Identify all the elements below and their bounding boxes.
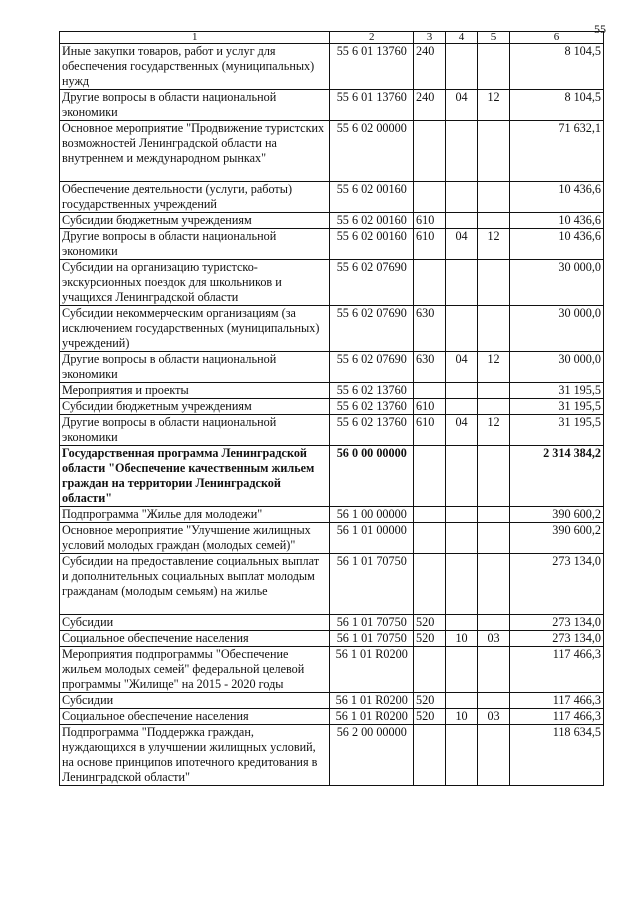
name-cell: Субсидии некоммерческим организациям (за исключением государственных (муниципальных) учреждений) (60, 306, 330, 352)
section-cell (446, 647, 478, 693)
expense-type-cell: 520 (414, 615, 446, 631)
name-cell: Субсидии на организацию туристско-экскурсионных поездок для школьников и учащихся Ленинградской области (60, 260, 330, 306)
table-row (60, 631, 604, 647)
amount-cell: 10 436,6 (510, 229, 604, 260)
amount-cell: 30 000,0 (510, 352, 604, 383)
expense-type-cell (414, 121, 446, 182)
page-number: 55 (594, 22, 606, 36)
section-cell (446, 182, 478, 213)
name-cell: Основное мероприятие "Улучшение жилищных условий молодых граждан (молодых семей)" (60, 523, 330, 554)
section-cell: 04 (446, 229, 478, 260)
header-cell: 3 (414, 32, 446, 44)
expense-type-cell (414, 507, 446, 523)
table-row (60, 44, 604, 90)
name-cell: Субсидии на предоставление социальных выплат и дополнительных социальных выплат молодым гражданам (молодым семьям) на жилье (60, 554, 330, 615)
subsection-cell (478, 725, 510, 786)
section-cell: 04 (446, 352, 478, 383)
subsection-cell (478, 306, 510, 352)
name-cell: Социальное обеспечение населения (60, 709, 330, 725)
amount-cell: 31 195,5 (510, 399, 604, 415)
subsection-cell: 12 (478, 415, 510, 446)
code-cell: 56 1 01 R0200 (330, 647, 414, 693)
table-row (60, 647, 604, 693)
table-row (60, 693, 604, 709)
section-cell (446, 554, 478, 615)
section-cell: 04 (446, 90, 478, 121)
amount-cell: 71 632,1 (510, 121, 604, 182)
amount-cell: 273 134,0 (510, 615, 604, 631)
table-row (60, 182, 604, 213)
expense-type-cell: 520 (414, 631, 446, 647)
subsection-cell (478, 693, 510, 709)
subsection-cell (478, 523, 510, 554)
expense-type-cell: 610 (414, 399, 446, 415)
header-cell: 5 (478, 32, 510, 44)
amount-cell: 117 466,3 (510, 709, 604, 725)
table-row (60, 709, 604, 725)
expense-type-cell (414, 383, 446, 399)
amount-cell: 117 466,3 (510, 647, 604, 693)
amount-cell: 118 634,5 (510, 725, 604, 786)
expense-type-cell (414, 523, 446, 554)
subsection-cell: 03 (478, 631, 510, 647)
section-cell (446, 399, 478, 415)
code-cell: 56 1 01 00000 (330, 523, 414, 554)
expense-type-cell (414, 182, 446, 213)
code-cell: 55 6 02 13760 (330, 383, 414, 399)
table-row (60, 229, 604, 260)
expense-type-cell (414, 260, 446, 306)
code-cell: 55 6 02 07690 (330, 260, 414, 306)
name-cell: Субсидии бюджетным учреждениям (60, 399, 330, 415)
section-cell (446, 725, 478, 786)
amount-cell: 30 000,0 (510, 306, 604, 352)
code-cell: 55 6 02 13760 (330, 415, 414, 446)
expense-type-cell (414, 446, 446, 507)
amount-cell: 273 134,0 (510, 631, 604, 647)
subsection-cell: 12 (478, 352, 510, 383)
subsection-cell: 12 (478, 229, 510, 260)
table-row (60, 725, 604, 786)
name-cell: Субсидии бюджетным учреждениям (60, 213, 330, 229)
budget-table (59, 31, 604, 786)
amount-cell: 273 134,0 (510, 554, 604, 615)
expense-type-cell: 630 (414, 306, 446, 352)
name-cell: Социальное обеспечение населения (60, 631, 330, 647)
table-row (60, 90, 604, 121)
expense-type-cell (414, 725, 446, 786)
header-cell: 2 (330, 32, 414, 44)
section-cell: 10 (446, 709, 478, 725)
name-cell: Иные закупки товаров, работ и услуг для обеспечения государственных (муниципальных) нужд (60, 44, 330, 90)
code-cell: 56 1 01 70750 (330, 631, 414, 647)
code-cell: 56 1 01 R0200 (330, 693, 414, 709)
table-row (60, 615, 604, 631)
name-cell: Подпрограмма "Поддержка граждан, нуждающихся в улучшении жилищных условий, на основе принципов ипотечного кредитования в Ленинградской области" (60, 725, 330, 786)
name-cell: Другие вопросы в области национальной экономики (60, 415, 330, 446)
table-row (60, 213, 604, 229)
name-cell: Основное мероприятие "Продвижение туристских возможностей Ленинградской области на внутреннем и международном рынках" (60, 121, 330, 182)
amount-cell: 2 314 384,2 (510, 446, 604, 507)
table-row (60, 554, 604, 615)
section-cell (446, 615, 478, 631)
subsection-cell (478, 507, 510, 523)
subsection-cell: 03 (478, 709, 510, 725)
amount-cell: 31 195,5 (510, 415, 604, 446)
code-cell: 55 6 01 13760 (330, 90, 414, 121)
code-cell: 55 6 02 00160 (330, 229, 414, 260)
name-cell: Мероприятия подпрограммы "Обеспечение жильем молодых семей" федеральной целевой программы "Жилище" на 2015 - 2020 годы (60, 647, 330, 693)
expense-type-cell: 610 (414, 229, 446, 260)
header-cell: 6 (510, 32, 604, 44)
expense-type-cell (414, 554, 446, 615)
section-cell (446, 507, 478, 523)
code-cell: 56 1 01 70750 (330, 554, 414, 615)
expense-type-cell: 240 (414, 44, 446, 90)
table-row (60, 507, 604, 523)
name-cell: Другие вопросы в области национальной экономики (60, 229, 330, 260)
code-cell: 56 0 00 00000 (330, 446, 414, 507)
name-cell: Обеспечение деятельности (услуги, работы) государственных учреждений (60, 182, 330, 213)
name-cell: Субсидии (60, 615, 330, 631)
table-header-row (60, 32, 604, 44)
amount-cell: 10 436,6 (510, 182, 604, 213)
code-cell: 55 6 02 13760 (330, 399, 414, 415)
amount-cell: 30 000,0 (510, 260, 604, 306)
code-cell: 55 6 02 00160 (330, 213, 414, 229)
table-row (60, 121, 604, 182)
table-row (60, 415, 604, 446)
subsection-cell: 12 (478, 90, 510, 121)
subsection-cell (478, 446, 510, 507)
code-cell: 55 6 02 00000 (330, 121, 414, 182)
subsection-cell (478, 121, 510, 182)
name-cell: Государственная программа Ленинградской области "Обеспечение качественным жильем граждан на территории Ленинградской области" (60, 446, 330, 507)
section-cell (446, 383, 478, 399)
subsection-cell (478, 615, 510, 631)
table-row (60, 399, 604, 415)
section-cell: 10 (446, 631, 478, 647)
subsection-cell (478, 182, 510, 213)
subsection-cell (478, 213, 510, 229)
expense-type-cell (414, 647, 446, 693)
table-row (60, 446, 604, 507)
section-cell (446, 523, 478, 554)
table-row (60, 352, 604, 383)
code-cell: 56 1 01 R0200 (330, 709, 414, 725)
code-cell: 55 6 02 00160 (330, 182, 414, 213)
table-row (60, 260, 604, 306)
section-cell (446, 306, 478, 352)
amount-cell: 8 104,5 (510, 90, 604, 121)
code-cell: 56 1 00 00000 (330, 507, 414, 523)
code-cell: 56 2 00 00000 (330, 725, 414, 786)
table-row (60, 306, 604, 352)
expense-type-cell: 630 (414, 352, 446, 383)
subsection-cell (478, 383, 510, 399)
amount-cell: 31 195,5 (510, 383, 604, 399)
expense-type-cell: 610 (414, 213, 446, 229)
amount-cell: 8 104,5 (510, 44, 604, 90)
name-cell: Другие вопросы в области национальной экономики (60, 352, 330, 383)
code-cell: 55 6 01 13760 (330, 44, 414, 90)
header-cell: 1 (60, 32, 330, 44)
amount-cell: 117 466,3 (510, 693, 604, 709)
amount-cell: 10 436,6 (510, 213, 604, 229)
section-cell (446, 446, 478, 507)
table-row (60, 523, 604, 554)
amount-cell: 390 600,2 (510, 507, 604, 523)
section-cell (446, 693, 478, 709)
section-cell (446, 44, 478, 90)
name-cell: Мероприятия и проекты (60, 383, 330, 399)
expense-type-cell: 610 (414, 415, 446, 446)
header-cell: 4 (446, 32, 478, 44)
section-cell (446, 260, 478, 306)
subsection-cell (478, 44, 510, 90)
name-cell: Субсидии (60, 693, 330, 709)
subsection-cell (478, 554, 510, 615)
subsection-cell (478, 399, 510, 415)
name-cell: Другие вопросы в области национальной экономики (60, 90, 330, 121)
expense-type-cell: 240 (414, 90, 446, 121)
amount-cell: 390 600,2 (510, 523, 604, 554)
section-cell: 04 (446, 415, 478, 446)
subsection-cell (478, 260, 510, 306)
code-cell: 55 6 02 07690 (330, 306, 414, 352)
name-cell: Подпрограмма "Жилье для молодежи" (60, 507, 330, 523)
section-cell (446, 213, 478, 229)
section-cell (446, 121, 478, 182)
table-row (60, 383, 604, 399)
subsection-cell (478, 647, 510, 693)
expense-type-cell: 520 (414, 709, 446, 725)
code-cell: 56 1 01 70750 (330, 615, 414, 631)
expense-type-cell: 520 (414, 693, 446, 709)
table-body (60, 44, 604, 786)
code-cell: 55 6 02 07690 (330, 352, 414, 383)
